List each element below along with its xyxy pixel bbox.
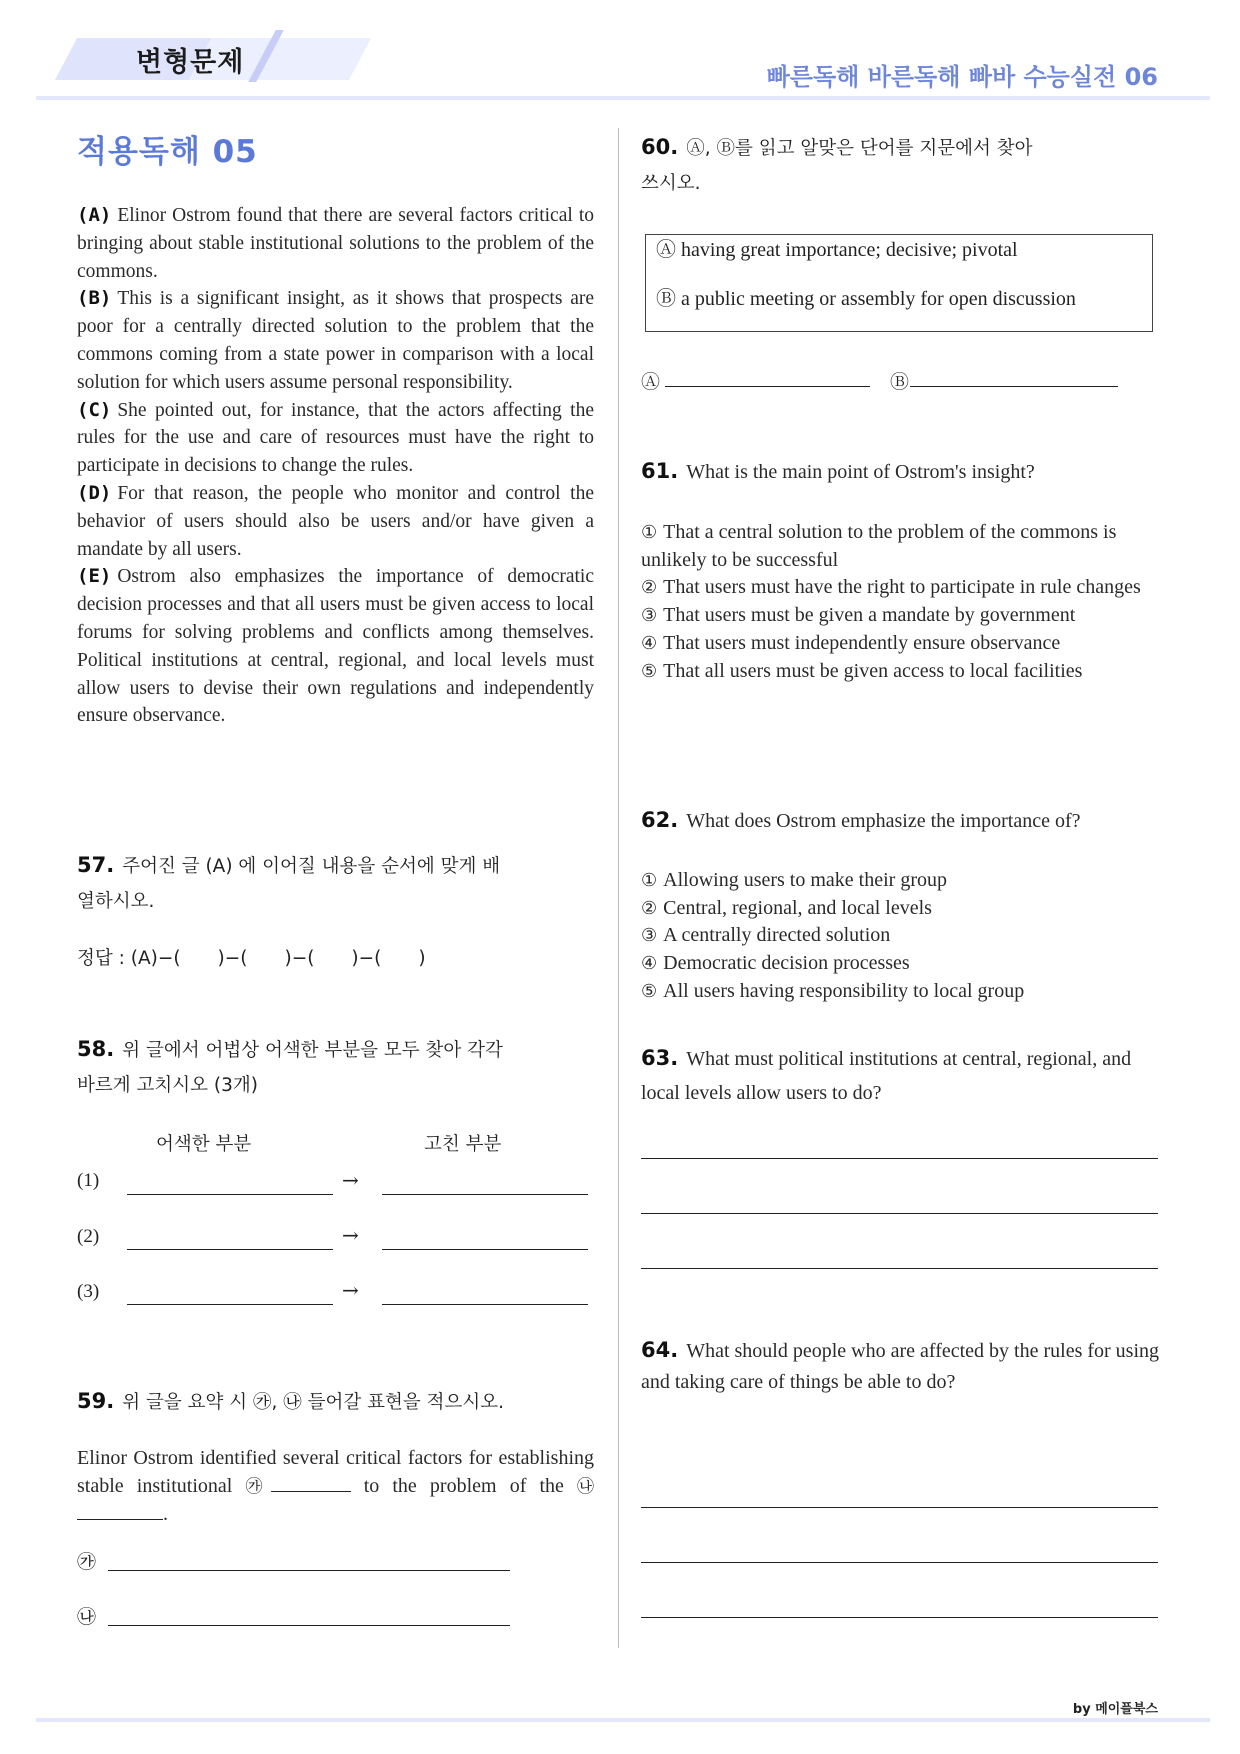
question-62: [641, 803, 1181, 838]
option-text: Democratic decision processes: [663, 952, 910, 975]
question-text: What is the main point of Ostrom's insight?: [686, 461, 1035, 483]
paragraph-text: For that reason, the people who monitor and control the behavior of users should also be users and/or have given a mandate by all users.: [77, 482, 594, 560]
question-58: [77, 1032, 594, 1103]
arrow-icon: →: [342, 1278, 359, 1302]
option-text: That users must independently ensure observance: [663, 631, 1061, 654]
question-63: [641, 1041, 1161, 1110]
question-text: 주어진 글 (A) 에 이어질 내용을 순서에 맞게 배: [122, 856, 501, 877]
summary-end: .: [163, 1503, 168, 1525]
question-number: 62.: [641, 808, 679, 832]
option-text: That all users must be given access to local facilities: [663, 659, 1083, 682]
question-61: [641, 454, 1181, 489]
question-number: 61.: [641, 459, 679, 483]
paragraph-text: This is a significant insight, as it shows that prospects are poor for a centrally directed solution to the problem that the commons coming from a state power in comparison with a local solution for which users assume personal responsibility.: [77, 288, 594, 393]
q59-summary: [77, 1445, 594, 1529]
question-text: What does Ostrom emphasize the importance of?: [686, 810, 1081, 832]
answer-mark: ㉯: [77, 1606, 97, 1628]
option-text: That users must have the right to participate in rule changes: [663, 576, 1141, 599]
passage-paragraph: [77, 397, 594, 480]
summary-text: Elinor Ostrom identified several critical factors for establishing stable institutional: [77, 1447, 594, 1497]
wrong-blank-2[interactable]: [127, 1249, 333, 1250]
inline-blank[interactable]: [271, 1473, 351, 1492]
option-text: A centrally directed solution: [663, 924, 891, 947]
passage: [77, 202, 594, 730]
option-mark: ③: [641, 925, 658, 947]
question-60-line2: 쓰시오.: [641, 173, 701, 194]
option-item[interactable]: [641, 519, 1161, 574]
paragraph-label: (E): [77, 565, 112, 588]
option-text: Allowing users to make their group: [663, 869, 947, 891]
answer-blank-ga[interactable]: [108, 1570, 510, 1571]
fixed-blank-1[interactable]: [382, 1194, 588, 1195]
question-60-line1: [641, 130, 1181, 166]
question-number: 63.: [641, 1046, 679, 1070]
summary-text: to the problem of the: [363, 1474, 564, 1497]
question-59: [77, 1384, 594, 1420]
column-header-wrong: 어색한 부분: [156, 1134, 252, 1155]
inline-blank[interactable]: [77, 1501, 163, 1520]
paragraph-text: Elinor Ostrom found that there are several factors critical to bringing about stable institutional solutions to the problem of the commons.: [77, 205, 594, 282]
option-item[interactable]: [641, 574, 1161, 602]
row-number: (3): [77, 1281, 100, 1302]
answer-blank-a[interactable]: [665, 386, 870, 387]
question-58-line1: [77, 1032, 594, 1068]
q61-options: [641, 519, 1161, 685]
arrow-icon: →: [342, 1223, 359, 1247]
option-mark: ③: [641, 605, 658, 627]
answer-line[interactable]: [641, 1158, 1158, 1159]
option-item[interactable]: [641, 950, 1161, 978]
option-item[interactable]: [641, 922, 1161, 950]
answer-sequence[interactable]: (A)−( )−( )−( )−( ): [130, 948, 426, 969]
question-number: 58.: [77, 1037, 115, 1061]
option-item[interactable]: [641, 602, 1161, 630]
option-item[interactable]: [641, 658, 1161, 686]
question-number: 57.: [77, 853, 115, 877]
header-badge: 변형문제: [136, 47, 245, 78]
fixed-blank-2[interactable]: [382, 1249, 588, 1250]
answer-blank-b[interactable]: [910, 386, 1118, 387]
option-item[interactable]: [641, 895, 1161, 923]
option-mark: ②: [641, 897, 658, 919]
answer-line[interactable]: [641, 1507, 1158, 1508]
option-mark: ④: [641, 632, 658, 654]
wrong-blank-3[interactable]: [127, 1304, 333, 1305]
answer-line[interactable]: [641, 1213, 1158, 1214]
answer-label: 정답 :: [77, 948, 125, 969]
question-58-line2: 바르게 고치시오 (3개): [77, 1075, 258, 1096]
q62-options: [641, 867, 1161, 1006]
option-mark: ①: [641, 522, 658, 543]
footer-credit: by 메이플북스: [1072, 1702, 1158, 1717]
paragraph-label: (A): [77, 204, 112, 226]
wrong-blank-1[interactable]: [127, 1194, 333, 1195]
option-text: Central, regional, and local levels: [663, 896, 932, 919]
blank-mark: ㉯: [577, 1476, 595, 1497]
answer-mark: ㉮: [77, 1551, 97, 1573]
option-item[interactable]: [641, 978, 1161, 1006]
definition-box: [645, 234, 1153, 332]
question-text: 위 글을 요약 시 ㉮, ㉯ 들어갈 표현을 적으시오.: [122, 1392, 504, 1413]
answer-line[interactable]: [641, 1617, 1158, 1618]
option-text: That a central solution to the problem of the commons is unlikely to be successful: [641, 521, 1117, 571]
option-mark: ④: [641, 953, 658, 975]
row-number: (1): [77, 1170, 100, 1191]
footer-rule: [36, 1718, 1210, 1722]
option-item[interactable]: [641, 630, 1161, 658]
paragraph-label: (C): [77, 398, 112, 421]
option-item[interactable]: [641, 867, 1161, 895]
option-text: All users having responsibility to local group: [663, 979, 1025, 1002]
option-text: That users must be given a mandate by government: [663, 604, 1076, 627]
fixed-blank-3[interactable]: [382, 1304, 588, 1305]
question-number: 59.: [77, 1389, 115, 1413]
question-text: 위 글에서 어법상 어색한 부분을 모두 찾아 각각: [122, 1040, 503, 1061]
definition-b: Ⓑ a public meeting or assembly for open discussion: [656, 288, 1076, 310]
question-64: [641, 1335, 1161, 1398]
column-header-fixed: 고친 부분: [424, 1134, 502, 1155]
option-mark: ⑤: [641, 660, 658, 682]
option-mark: ②: [641, 577, 658, 599]
header-rule: [36, 96, 1210, 100]
question-57: [77, 848, 594, 919]
arrow-icon: →: [342, 1168, 359, 1192]
paragraph-text: Ostrom also emphasizes the importance of democratic decision processes and that all users must be given access to local forums for solving problems and conflicts among themselves. Political institutions at central, regional, and local levels must allow users to devise their own regulations and independently ensure observance.: [77, 566, 594, 727]
option-mark: ⑤: [641, 980, 658, 1002]
paragraph-label: (D): [77, 481, 112, 504]
section-title: 적용독해 05: [77, 134, 258, 170]
q57-answer: [77, 944, 426, 970]
question-text: What should people who are affected by the rules for using and taking care of things be able to do?: [641, 1340, 1160, 1393]
answer-line[interactable]: [641, 1268, 1158, 1269]
definition-a: Ⓐ having great importance; decisive; pivotal: [656, 239, 1018, 261]
passage-paragraph: [77, 480, 594, 563]
question-60: [641, 130, 1181, 201]
series-title: 빠른독해 바른독해 빠바 수능실전 06: [766, 63, 1158, 91]
question-number: 60.: [641, 135, 679, 159]
passage-paragraph: [77, 285, 594, 396]
answer-mark: Ⓐ: [641, 371, 661, 393]
question-text: What must political institutions at central, regional, and local levels allow users to do?: [641, 1048, 1132, 1104]
question-57-line2: 열하시오.: [77, 891, 155, 912]
answer-line[interactable]: [641, 1562, 1158, 1563]
answer-blank-na[interactable]: [108, 1625, 510, 1626]
answer-mark: Ⓑ: [890, 371, 910, 393]
column-divider: [618, 128, 619, 1648]
option-mark: ①: [641, 870, 658, 891]
question-number: 64.: [641, 1338, 679, 1362]
paragraph-label: (B): [77, 287, 112, 310]
row-number: (2): [77, 1226, 100, 1247]
question-57-line1: [77, 848, 594, 884]
paragraph-text: She pointed out, for instance, that the actors affecting the rules for the use and care of resources must have the right to participate in decisions to change the rules.: [77, 399, 594, 477]
passage-paragraph: [77, 563, 594, 730]
passage-paragraph: [77, 202, 594, 285]
question-text: Ⓐ, Ⓑ를 읽고 알맞은 단어를 지문에서 찾아: [686, 138, 1033, 159]
blank-mark: ㉮: [245, 1476, 271, 1497]
